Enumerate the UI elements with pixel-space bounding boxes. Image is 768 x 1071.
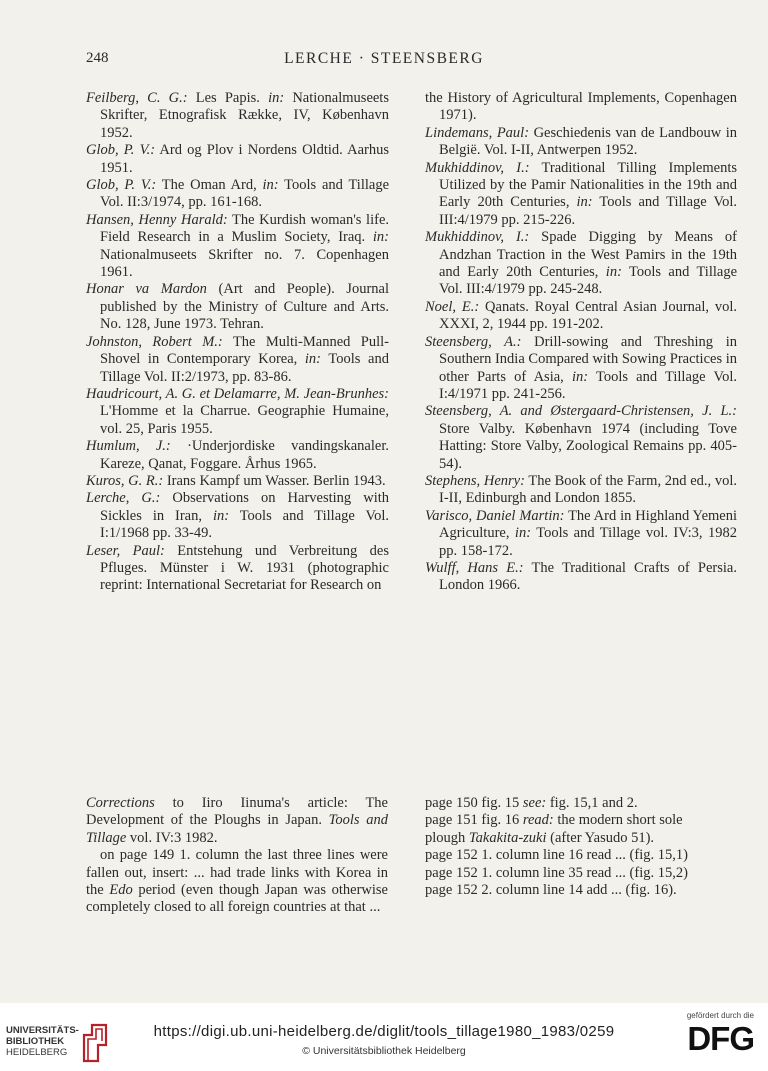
text-segment: (after Yasudo 51). [546,829,655,846]
text-segment: ·Underjordiske vandingskanaler. Kareze, Qanat, Foggare. Århus 1965. [100,438,389,472]
copyright-notice: © Universitätsbibliothek Heidelberg [302,1045,466,1057]
italic-segment: Feilberg, C. G.: [86,90,188,106]
text-segment: to Iiro Iinuma's article: The Development of the Ploughs in Japan. [86,795,388,829]
italic-segment: Honar va Mardon [86,281,207,298]
text-segment: Tools and Tillage Vol. III:4/1979 pp. 215-226. [439,194,737,228]
text-segment: Drill-sowing and Threshing in Southern India Compared with Sowing Practices in other Parts of Asia, [439,333,738,385]
text-segment: Nationalmuseets Skrifter, Etnografisk Række, IV, København 1952. [100,90,389,141]
reference-entry [86,334,389,386]
reference-entry [425,508,737,560]
text-segment: page 152 2. column line 14 add ... (fig. 16). [425,882,677,899]
reference-entry [425,229,737,299]
reference-entry [425,473,737,508]
text-segment: Traditional Tilling Implements Utilized by the Pamir Nationalities in the 19th and Early 20th Centuries, [439,159,738,211]
italic-segment: Wulff, Hans E.: [425,559,524,576]
text-segment: The Kurdish woman's life. Field Research in a Muslim Society, Iraq. [100,211,389,246]
text-segment: Store Valby. København 1974 (including Tove Hatting: Store Valby, Zoological Remains pp. 405-54). [439,420,737,472]
italic-segment: Steensberg, A.: [425,333,522,350]
italic-segment: Haudricourt, A. G. et Delamarre, M. Jean-Brunhes: [86,385,389,402]
reference-entry [425,560,737,595]
italic-segment: Takakita-zuki [468,829,547,846]
italic-segment: Kuros, G. R.: [86,472,164,489]
reference-entry [425,299,737,334]
italic-segment: Johnston, Robert M.: [86,333,223,350]
dfg-logo[interactable] [676,1011,754,1065]
text-segment: Tools and Tillage Vol. I:4/1971 pp. 241-256. [439,368,737,402]
corrections-intro [86,795,388,847]
references-left-column [86,90,389,595]
text-segment: Qanats. Royal Central Asian Journal, vol. XXXI, 2, 1944 pp. 191-202. [439,298,738,333]
corrections-left [86,795,388,917]
reference-entry [86,386,389,438]
text-segment: Les Papis. [187,90,269,106]
text-segment: page 152 1. column line 35 read ... (fig. 15,2) [425,864,688,881]
italic-segment: in: [304,351,322,368]
correction-line [425,882,737,899]
italic-segment: Humlum, J.: [86,438,171,455]
text-segment: The Book of the Farm, 2nd ed., vol. I-II, Edinburgh and London 1855. [439,472,737,507]
text-segment: Tools and Tillage Vol. II:2/1973, pp. 83-86. [100,351,389,385]
text-segment: page 152 1. column line 16 read ... (fig. 15,1) [425,847,688,864]
italic-segment: Stephens, Henry: [425,472,525,489]
reference-entry [86,90,389,142]
italic-segment: in: [212,507,230,524]
italic-segment: in: [372,229,389,246]
text-segment: Tools and Tillage Vol. I:1/1968 pp. 33-49. [100,507,389,542]
reference-entry [86,177,389,212]
logo-line-3: HEIDELBERG [6,1047,68,1058]
text-segment: Irans Kampf um Wasser. Berlin 1943. [163,472,386,489]
text-segment: plough [425,829,469,846]
correction-line [425,847,737,864]
text-segment: page 151 fig. 16 [425,812,523,829]
reference-entry [86,543,389,595]
text-segment: (Art and People). Journal published by the Ministry of Culture and Arts. No. 128, June 1973. Tehran. [100,281,389,333]
text-segment: page 150 fig. 15 [425,795,523,811]
italic-segment: see: [522,795,547,811]
page-number: 248 [86,50,109,66]
text-segment: the modern short sole [553,812,683,829]
source-url-link[interactable]: https://digi.ub.uni-heidelberg.de/diglit/tools_tillage1980_1983/0259 [153,1023,615,1040]
correction-line [425,795,737,812]
italic-segment: Glob, P. V.: [86,142,156,159]
footer [0,1003,768,1071]
reference-entry [86,490,389,542]
logo-line-2: BIBLIOTHEK [6,1036,65,1047]
text-segment: Entstehung und Verbreitung des Pfluges. Münster i W. 1931 (photographic reprint: International Secretariat for Research on [100,542,389,594]
text-segment: Geschiedenis van de Landbouw in België. Vol. I-II, Antwerpen 1952. [439,124,737,159]
italic-segment: Lindemans, Paul: [425,124,530,141]
correction-line [425,830,737,847]
text-segment: Observations on Harvesting with Sickles in Iran, [100,490,389,524]
corrections-insert [86,847,388,917]
reference-entry [425,125,737,160]
italic-segment: in: [571,368,589,385]
text-segment: The Traditional Crafts of Persia. London 1966. [439,559,737,594]
italic-segment: Tools and Tillage [86,812,389,846]
text-segment: The Ard in Highland Yemeni Agriculture, [439,507,738,542]
text-segment: Spade Digging by Means of Andzhan Traction in the West Pamirs in the 19th and Early 20th Centuries, [439,229,737,281]
correction-line [425,865,737,882]
italic-segment: Edo [109,882,133,899]
text-segment: The Multi-Manned Pull-Shovel in Contemporary Korea, [100,333,389,368]
text-segment: period (even though Japan was otherwise completely closed to all foreign countries at that ... [86,882,388,916]
running-header [0,50,768,74]
text-segment: the History of Agricultural Implements, Copenhagen 1971). [425,90,737,124]
italic-segment: Corrections [86,795,155,811]
reference-entry [86,438,389,473]
reference-entry [86,473,389,490]
reference-entry [425,334,737,404]
text-segment: The Oman Ard, [156,177,263,194]
reference-entry [86,281,389,333]
text-segment: fig. 15,1 and 2. [546,795,638,811]
italic-segment: Varisco, Daniel Martin: [425,507,565,524]
text-segment: L'Homme et la Charrue. Geographie Humaine, vol. 25, Paris 1955. [100,403,389,437]
running-title: LERCHE · STEENSBERG [284,50,484,67]
italic-segment: in: [605,264,622,281]
reference-entry [425,403,737,473]
reference-entry [86,142,389,177]
reference-entry [425,160,737,230]
text-segment: Ard og Plov i Nordens Oldtid. Aarhus 1951. [100,142,389,176]
reference-entry [86,212,389,282]
reference-entry [425,90,737,125]
text-segment: Nationalmuseets Skrifter no. 7. Copenhagen 1961. [100,246,389,281]
dfg-wordmark: DFG [687,1020,754,1057]
italic-segment: in: [268,90,285,106]
text-segment: on page 149 1. column the last three lines were fallen out, insert: ... had trade links with Korea in the [86,847,388,899]
text-segment: Tools and Tillage Vol. III:4/1979 pp. 245-248. [439,264,738,298]
correction-line [425,812,737,829]
italic-segment: Lerche, G.: [86,490,161,507]
italic-segment: Glob, P. V.: [86,177,157,194]
italic-segment: in: [514,525,532,542]
italic-segment: in: [262,177,279,194]
text-segment: vol. IV:3 1982. [126,829,218,846]
italic-segment: Steensberg, A. and Østergaard-Christensen, J. L.: [425,403,737,420]
italic-segment: Noel, E.: [425,298,480,315]
italic-segment: in: [576,194,593,211]
logo-line-1: UNIVERSITÄTS- [6,1025,79,1036]
italic-segment: Mukhiddinov, I.: [425,159,530,176]
text-segment: Tools and Tillage Vol. II:3/1974, pp. 161-168. [100,177,389,211]
italic-segment: Hansen, Henny Harald: [86,211,228,228]
dfg-caption: gefördert durch die [686,1011,754,1020]
references-right-column [425,90,737,595]
italic-segment: Leser, Paul: [86,542,165,559]
italic-segment: Mukhiddinov, I.: [425,229,530,246]
corrections-right [425,795,737,899]
text-segment: Tools and Tillage vol. IV:3, 1982 pp. 158-172. [439,525,738,559]
italic-segment: read: [522,812,554,829]
